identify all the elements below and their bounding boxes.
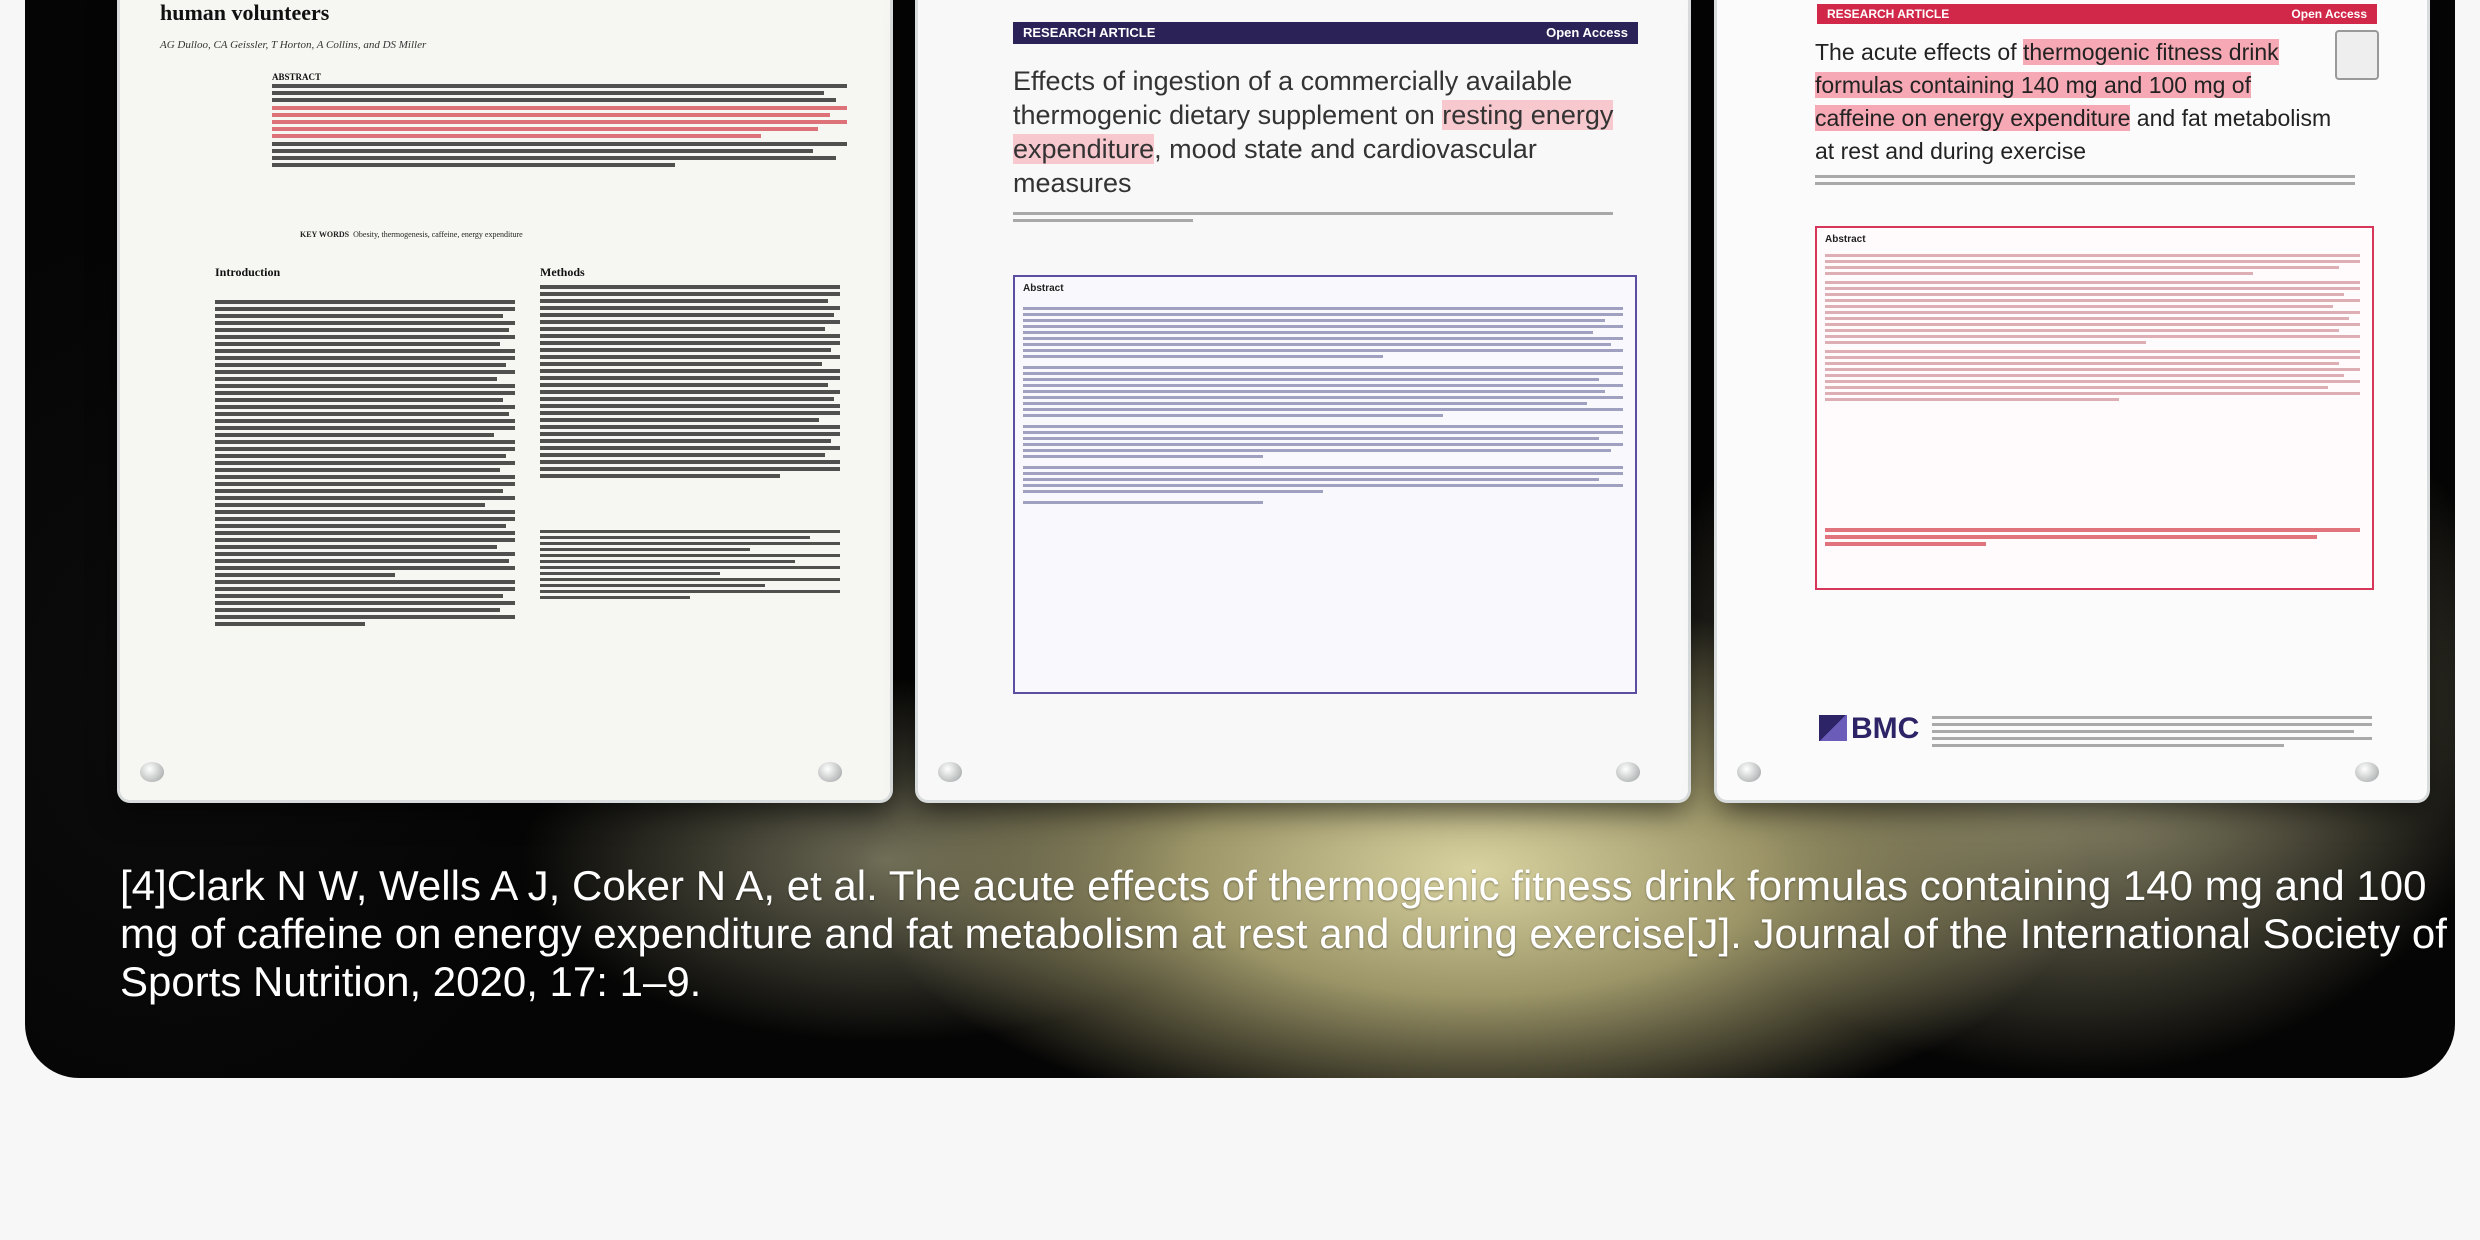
title-text-end: and fat metabolism at rest and during exercise	[1815, 105, 2332, 164]
title-text: The acute effects of	[1815, 39, 2023, 65]
paper-3-title	[1815, 36, 2335, 168]
abstract-text	[1825, 254, 2360, 404]
paper-1-footnotes	[540, 530, 840, 602]
banner-label: RESEARCH ARTICLE	[1023, 25, 1156, 40]
paper-page-3	[1717, 0, 2427, 800]
open-access-label: Open Access	[1546, 25, 1628, 40]
pin-icon	[2355, 762, 2379, 782]
paper-1-title: human volunteers	[160, 0, 330, 25]
abstract-label: ABSTRACT	[272, 72, 322, 82]
abstract-label: Abstract	[1023, 283, 1064, 294]
paper-1-keywords	[300, 230, 523, 239]
paper-1-highlighted-text	[272, 106, 847, 141]
paper-1-header	[160, 0, 426, 51]
pin-icon	[1616, 762, 1640, 782]
methods-heading: Methods	[540, 265, 585, 279]
title-highlight: thermogenic fitness drink formulas containing 140 mg and 100 mg of caffeine on energy expenditure	[1815, 39, 2279, 131]
keywords-text: Obesity, thermogenesis, caffeine, energy expenditure	[353, 230, 523, 239]
abstract-text	[1023, 307, 1623, 507]
pin-icon	[140, 762, 164, 782]
paper-1-abstract-text-2	[272, 142, 847, 170]
abstract-label: Abstract	[1825, 234, 1866, 245]
paper-1-abstract-text	[272, 84, 847, 105]
title-highlight: resting energy expenditure	[1013, 100, 1614, 164]
publisher-logo	[1819, 712, 1919, 746]
paper-2-authors	[1013, 212, 1613, 226]
paper-1-column-left	[215, 300, 515, 629]
article-banner	[1817, 4, 2377, 24]
abstract-box	[1815, 226, 2374, 590]
reference-caption: [4]Clark N W, Wells A J, Coker N A, et al. The acute effects of thermogenic fitness drink formulas containing 140 mg and 100 mg of caffeine on energy expenditure and fat metabolism at rest and during exercise[J]. Journal of the International Society of Sports Nutrition, 2020, 17: 1–9.	[120, 862, 2447, 1005]
pin-icon	[818, 762, 842, 782]
bmc-logo-icon	[1819, 715, 1847, 741]
abstract-conclusion-highlight	[1825, 528, 2360, 549]
paper-1-column-right	[540, 285, 840, 481]
pin-icon	[938, 762, 962, 782]
open-access-label: Open Access	[2291, 7, 2367, 21]
paper-page-1	[120, 0, 890, 800]
paper-2-title	[1013, 64, 1633, 200]
title-text-end: , mood state and cardiovascular measures	[1013, 134, 1537, 198]
publisher-name: BMC	[1851, 712, 1920, 745]
paper-3-authors	[1815, 175, 2355, 189]
paper-1-authors: AG Dulloo, CA Geissler, T Horton, A Collins, and DS Miller	[160, 39, 427, 51]
banner-label: RESEARCH ARTICLE	[1827, 7, 1950, 21]
paper-page-2	[918, 0, 1688, 800]
intro-heading: Introduction	[215, 265, 281, 279]
pin-icon	[1737, 762, 1761, 782]
abstract-box	[1013, 275, 1637, 694]
license-text	[1932, 716, 2372, 751]
article-banner	[1013, 22, 1638, 44]
keywords-label: KEY WORDS	[300, 230, 350, 239]
video-frame	[25, 0, 2455, 1078]
title-text: Effects of ingestion of a commercially available thermogenic dietary supplement on	[1013, 66, 1573, 130]
check-for-updates-icon	[2335, 30, 2379, 80]
